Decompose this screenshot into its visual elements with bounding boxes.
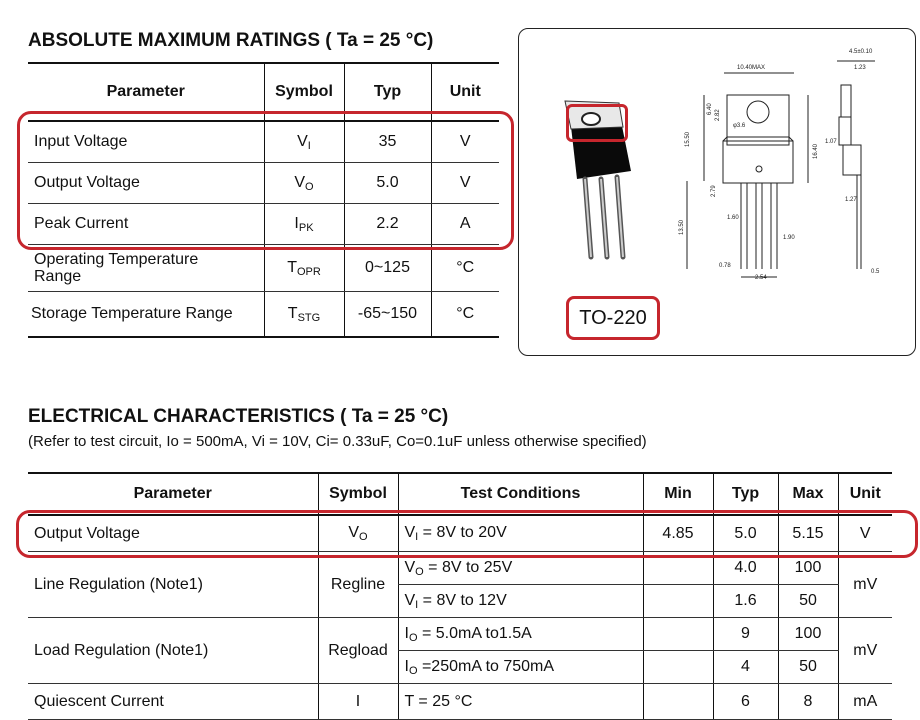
max-cell: 50 [778, 651, 838, 684]
dim-label: 1.60 [727, 215, 739, 221]
dim-label: 6.40 [707, 103, 713, 115]
param-cell: Peak Current [28, 204, 264, 245]
dim-label: 0.5 [871, 269, 880, 275]
symbol-cell: VO [318, 515, 398, 552]
dim-label: 1.07 [825, 139, 837, 145]
header-conditions: Test Conditions [398, 473, 643, 515]
unit-cell: mA [838, 684, 892, 720]
condition-cell: VO = 8V to 25V [398, 552, 643, 585]
param-cell: Load Regulation (Note1) [28, 618, 318, 684]
elec-subheading: (Refer to test circuit, Io = 500mA, Vi = 10V, Ci= 0.33uF, Co=0.1uF unless otherwise specified) [28, 433, 647, 450]
abs-max-heading: ABSOLUTE MAXIMUM RATINGS ( Ta = 25 °C) [28, 30, 434, 51]
unit-cell: mV [838, 552, 892, 618]
unit-cell: V [431, 163, 499, 204]
dim-label: 10.40MAX [737, 65, 766, 71]
typ-cell: 5.0 [344, 163, 431, 204]
dim-label: φ3.6 [733, 123, 746, 129]
header-typ: Typ [713, 473, 778, 515]
highlight-box-ratings [17, 111, 514, 250]
param-cell: Operating Temperature Range [28, 245, 264, 292]
param-cell: Input Voltage [28, 121, 264, 163]
condition-cell: VI = 8V to 20V [398, 515, 643, 552]
max-cell: 5.15 [778, 515, 838, 552]
unit-cell: V [431, 121, 499, 163]
table-row [28, 245, 499, 292]
header-symbol: Symbol [264, 63, 344, 121]
min-cell [643, 684, 713, 720]
table-header-row [28, 473, 892, 515]
header-symbol: Symbol [318, 473, 398, 515]
highlight-box-output-voltage [16, 510, 918, 558]
param-cell: Output Voltage [28, 515, 318, 552]
header-parameter: Parameter [28, 63, 264, 121]
max-cell: 100 [778, 618, 838, 651]
symbol-cell: VI [264, 121, 344, 163]
max-cell: 8 [778, 684, 838, 720]
dim-label: 1.27 [845, 197, 857, 203]
table-row [28, 684, 892, 720]
typ-cell: 35 [344, 121, 431, 163]
unit-cell: A [431, 204, 499, 245]
condition-cell: T = 25 °C [398, 684, 643, 720]
header-min: Min [643, 473, 713, 515]
max-cell: 100 [778, 552, 838, 585]
condition-cell: IO =250mA to 750mA [398, 651, 643, 684]
unit-cell: °C [431, 245, 499, 292]
dim-label: 13.50 [679, 219, 685, 235]
symbol-cell: VO [264, 163, 344, 204]
header-typ: Typ [344, 63, 431, 121]
unit-cell: °C [431, 292, 499, 338]
elec-heading: ELECTRICAL CHARACTERISTICS ( Ta = 25 °C) [28, 406, 449, 427]
front-view-drawing [687, 73, 808, 277]
package-label: TO-220 [566, 296, 660, 340]
typ-cell: 4 [713, 651, 778, 684]
symbol-cell: IPK [264, 204, 344, 245]
param-cell: Storage Temperature Range [31, 305, 233, 322]
typ-cell: 2.2 [344, 204, 431, 245]
table-row [28, 292, 499, 338]
unit-cell: mV [838, 618, 892, 684]
min-cell [643, 651, 713, 684]
symbol-cell: Regline [318, 552, 398, 618]
typ-cell: -65~150 [344, 292, 431, 338]
dim-label: 2.79 [711, 185, 717, 197]
typ-cell: 1.6 [713, 585, 778, 618]
condition-cell: IO = 5.0mA to1.5A [398, 618, 643, 651]
table-row [28, 618, 892, 651]
max-cell: 50 [778, 585, 838, 618]
typ-cell: 9 [713, 618, 778, 651]
param-cell: Output Voltage [28, 163, 264, 204]
symbol-cell: TOPR [264, 245, 344, 292]
condition-cell: VI = 8V to 12V [398, 585, 643, 618]
symbol-cell: TSTG [264, 292, 344, 338]
dim-label: 2.54 [755, 275, 767, 281]
min-cell [643, 585, 713, 618]
highlight-box-mounting-hole [566, 104, 628, 142]
header-max: Max [778, 473, 838, 515]
param-cell: Quiescent Current [28, 684, 318, 720]
symbol-cell: I [318, 684, 398, 720]
dim-label: 1.90 [783, 235, 795, 241]
dim-label: 15.50 [685, 131, 691, 147]
param-cell: Line Regulation (Note1) [28, 552, 318, 618]
dim-label: 4.5±0.10 [849, 49, 873, 55]
min-cell [643, 618, 713, 651]
symbol-cell: Regload [318, 618, 398, 684]
unit-cell: V [838, 515, 892, 552]
dim-label: 16.40 [813, 143, 819, 159]
typ-cell: 5.0 [713, 515, 778, 552]
header-unit: Unit [838, 473, 892, 515]
dim-label: 1.23 [854, 65, 866, 71]
side-view-drawing [837, 61, 875, 269]
min-cell: 4.85 [643, 515, 713, 552]
typ-cell: 4.0 [713, 552, 778, 585]
typ-cell: 6 [713, 684, 778, 720]
dim-label: 2.82 [715, 109, 721, 121]
typ-cell: 0~125 [344, 245, 431, 292]
dim-label: 0.78 [719, 263, 731, 269]
header-parameter: Parameter [28, 473, 318, 515]
header-unit: Unit [431, 63, 499, 121]
